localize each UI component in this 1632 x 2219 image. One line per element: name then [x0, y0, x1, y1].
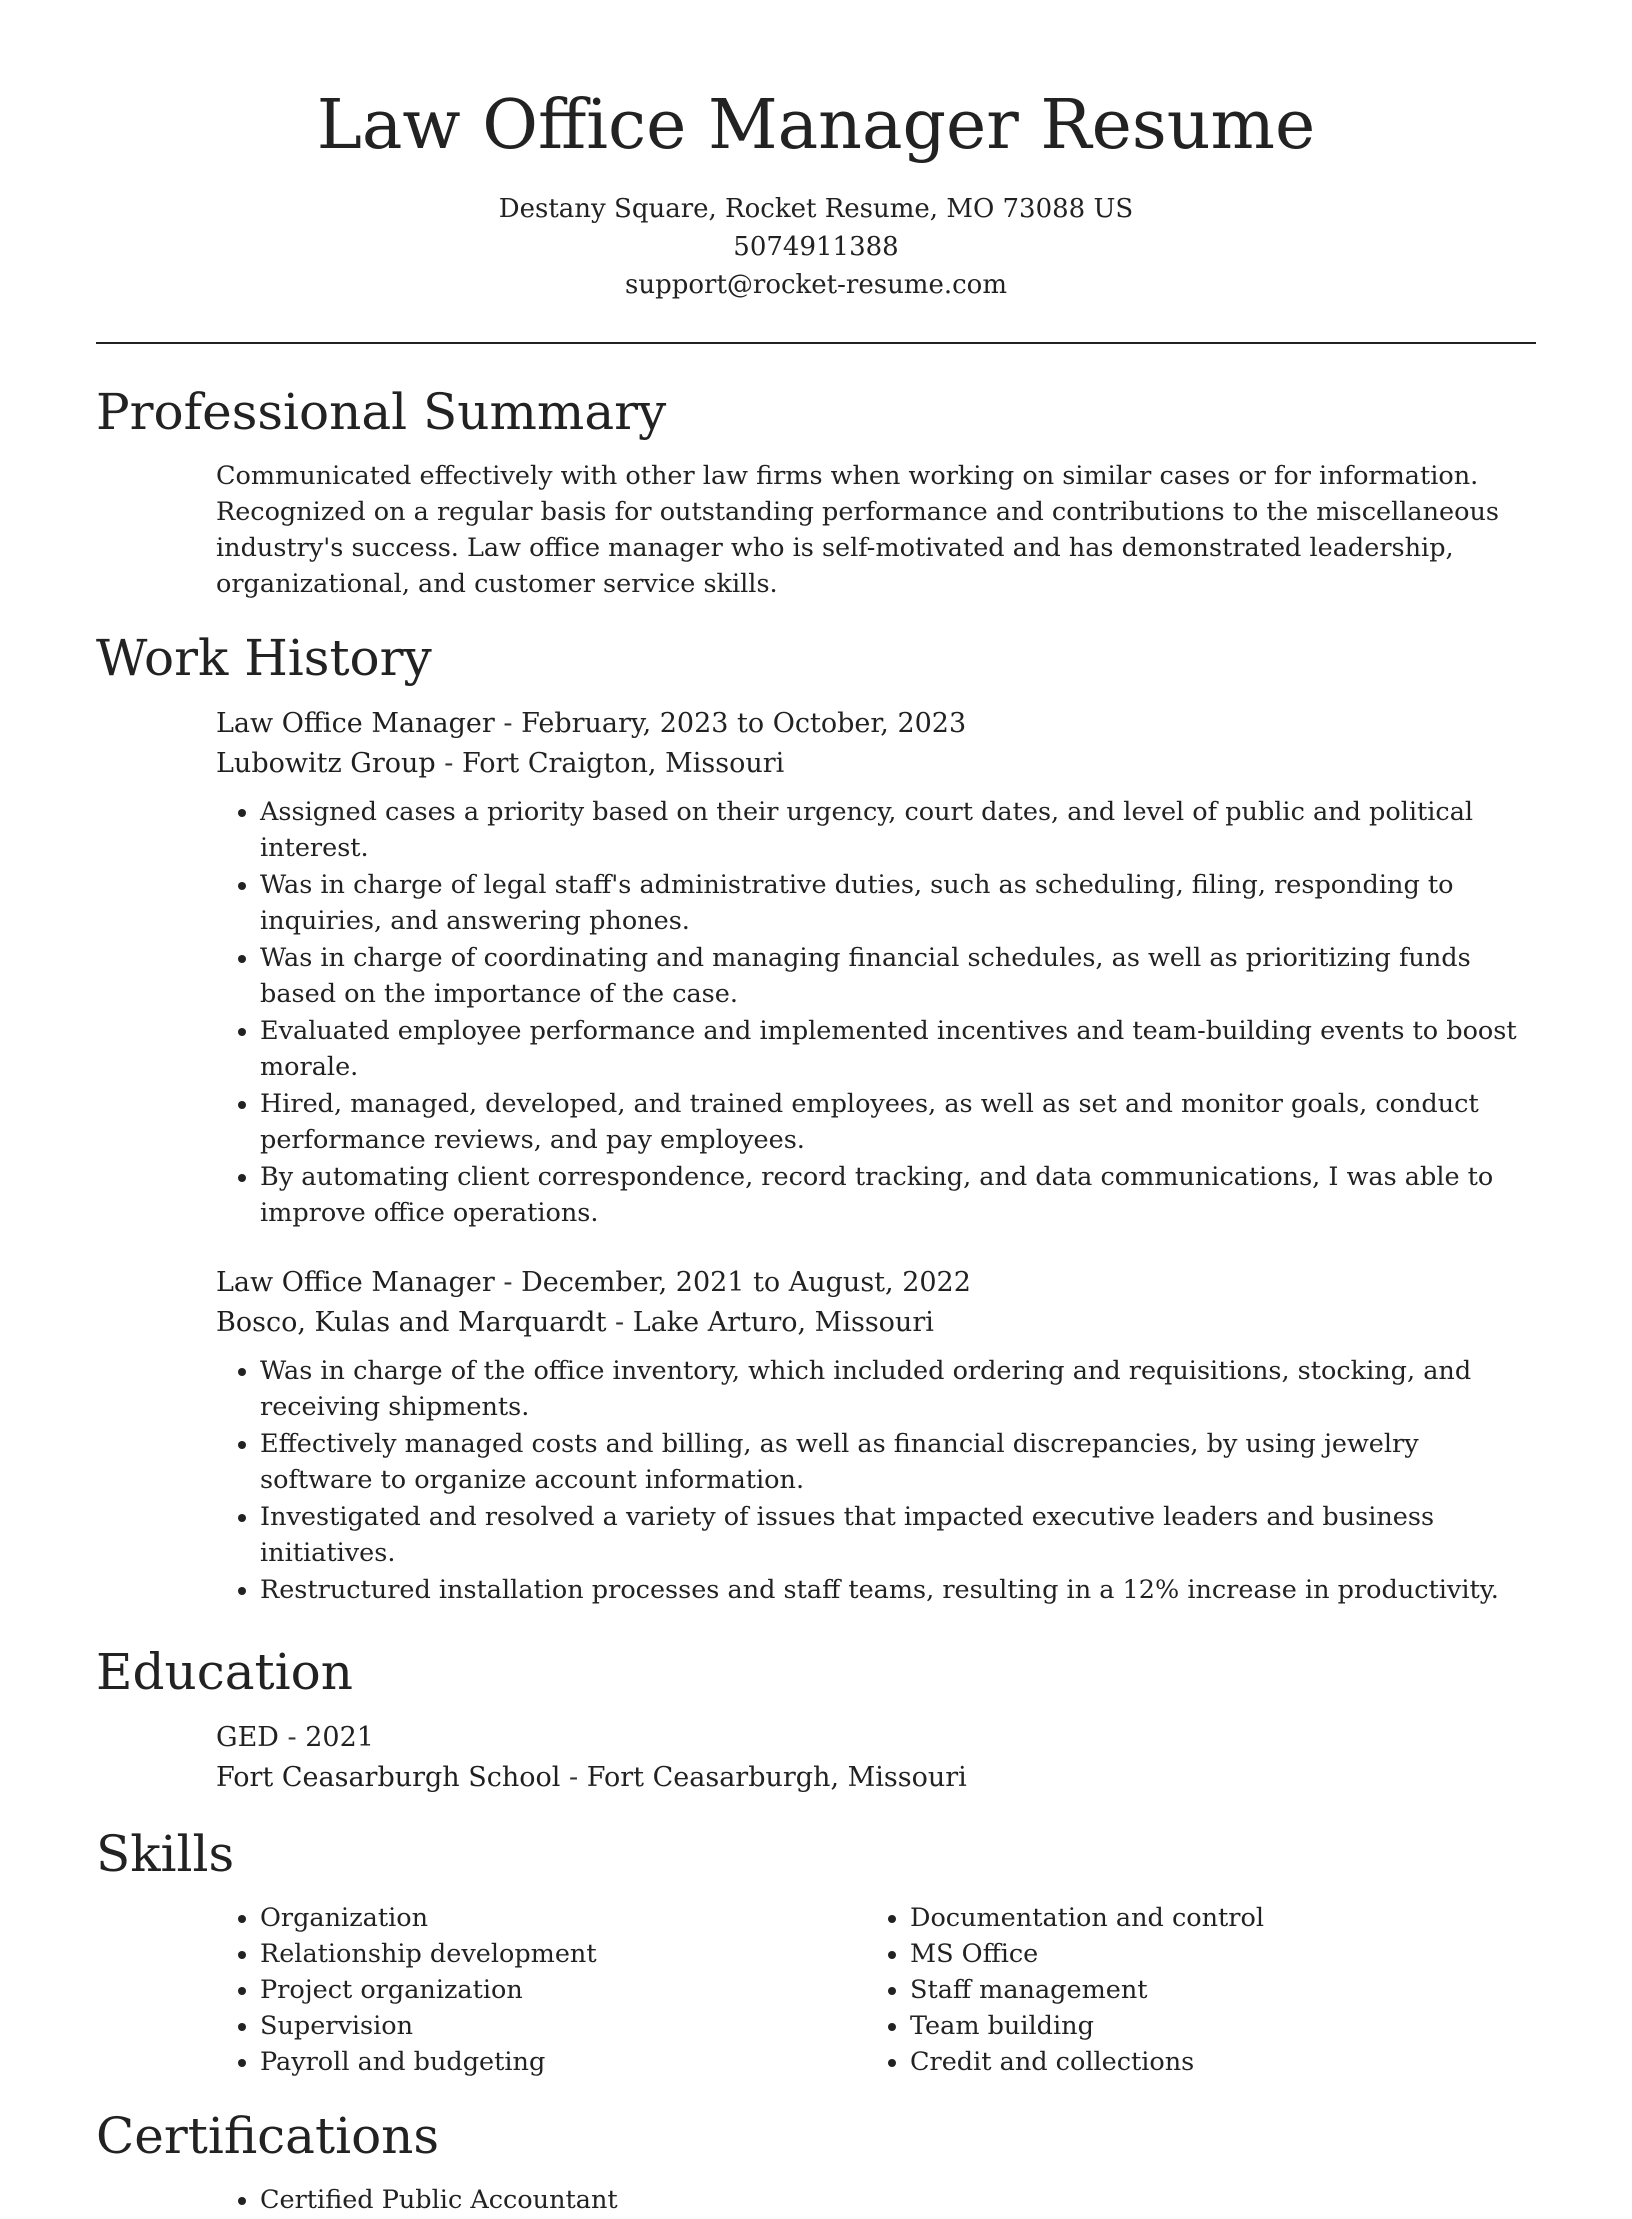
- job-title: Law Office Manager: [216, 708, 495, 739]
- job-company: Lubowitz Group: [216, 748, 436, 779]
- job-duty-item: • Assigned cases a priority based on their urgency, court dates, and level of public and political interest.: [260, 794, 1536, 866]
- skill-item: • Project organization: [260, 1972, 866, 2008]
- certifications-heading: Certifications: [96, 2107, 440, 2165]
- job-duty-item: • Evaluated employee performance and implemented incentives and team-building events to boost morale.: [260, 1013, 1536, 1085]
- certification-item: • Certified Public Accountant: [260, 2182, 1536, 2218]
- contact-block: [0, 190, 1632, 304]
- job-duty-item: • Was in charge of the office inventory, which included ordering and requisitions, stocking, and receiving shipments.: [260, 1353, 1536, 1425]
- job-dates: December, 2021 to August, 2022: [521, 1267, 971, 1298]
- job-dates: February, 2023 to October, 2023: [521, 708, 967, 739]
- work-history-heading: Work History: [96, 629, 432, 687]
- job-duty-item: • Effectively managed costs and billing, as well as financial discrepancies, by using jewelry software to organize account information.: [260, 1426, 1536, 1498]
- skills-list-right: [866, 1900, 1516, 2080]
- job-duty-item: • Investigated and resolved a variety of issues that impacted executive leaders and business initiatives.: [260, 1499, 1536, 1571]
- education-degree-line: [216, 1718, 1536, 1758]
- certifications-list: [216, 2182, 1536, 2218]
- education-location: Fort Ceasarburgh, Missouri: [586, 1762, 967, 1793]
- job-duty-item: • By automating client correspondence, record tracking, and data communications, I was able to improve office operations.: [260, 1159, 1536, 1231]
- education-degree: GED: [216, 1722, 279, 1753]
- education-year: 2021: [305, 1722, 374, 1753]
- job-title: Law Office Manager: [216, 1267, 495, 1298]
- job-duty-item: • Was in charge of legal staff's administrative duties, such as scheduling, filing, responding to inquiries, and answering phones.: [260, 867, 1536, 939]
- resume-content: [96, 380, 1536, 2219]
- job-title-line: [216, 1263, 1536, 1303]
- skill-item: • Supervision: [260, 2008, 866, 2044]
- job-duty-item: • Was in charge of coordinating and managing financial schedules, as well as prioritizing funds based on the importance of the case.: [260, 940, 1536, 1012]
- degree-separator: -: [287, 1722, 297, 1753]
- job-company: Bosco, Kulas and Marquardt: [216, 1307, 607, 1338]
- education-heading: Education: [96, 1643, 353, 1701]
- resume-header: [0, 0, 1632, 304]
- job-separator: -: [503, 1267, 513, 1298]
- skill-item: • MS Office: [910, 1936, 1516, 1972]
- skill-item: • Documentation and control: [910, 1900, 1516, 1936]
- skills-grid: [216, 1900, 1536, 2080]
- contact-address: Destany Square, Rocket Resume, MO 73088 US: [498, 194, 1134, 224]
- job-company-line: [216, 1303, 1536, 1343]
- work-history-section: [96, 626, 1536, 1608]
- summary-heading: Professional Summary: [96, 383, 667, 441]
- skill-item: • Team building: [910, 2008, 1516, 2044]
- contact-email: support@rocket-resume.com: [624, 270, 1007, 300]
- company-separator: -: [615, 1307, 625, 1338]
- skills-list-left: [216, 1900, 866, 2080]
- job-title-line: [216, 704, 1536, 744]
- school-separator: -: [569, 1762, 579, 1793]
- skills-section: [96, 1822, 1536, 2080]
- job-duty-item: • Hired, managed, developed, and trained employees, as well as set and monitor goals, conduct performance reviews, and pay employees.: [260, 1086, 1536, 1158]
- header-divider: [96, 342, 1536, 344]
- job-duties-list: [216, 794, 1536, 1231]
- job-entry: [216, 704, 1536, 1231]
- resume-title: Law Office Manager Resume: [316, 86, 1316, 165]
- job-separator: -: [503, 708, 513, 739]
- summary-text: Communicated effectively with other law firms when working on similar cases or for information. Recognized on a regular basis for outstanding performance and contributions to the miscellaneous industry's success. Law office manager who is self-motivated and has demonstrated leadership, organizational, and customer service skills.: [216, 461, 1499, 599]
- job-entry: [216, 1263, 1536, 1608]
- education-school: Fort Ceasarburgh School: [216, 1762, 561, 1793]
- contact-phone: 5074911388: [733, 232, 899, 262]
- job-location: Fort Craigton, Missouri: [461, 748, 785, 779]
- skill-item: • Payroll and budgeting: [260, 2044, 866, 2080]
- skill-item: • Relationship development: [260, 1936, 866, 1972]
- skill-item: • Credit and collections: [910, 2044, 1516, 2080]
- skills-heading: Skills: [96, 1825, 235, 1883]
- job-location: Lake Arturo, Missouri: [632, 1307, 934, 1338]
- education-school-line: [216, 1758, 1536, 1798]
- skill-item: • Staff management: [910, 1972, 1516, 2008]
- job-duty-item: • Restructured installation processes and staff teams, resulting in a 12% increase in productivity.: [260, 1572, 1536, 1608]
- certifications-section: [96, 2104, 1536, 2218]
- job-duties-list: [216, 1353, 1536, 1608]
- company-separator: -: [444, 748, 454, 779]
- job-company-line: [216, 744, 1536, 784]
- skill-item: • Organization: [260, 1900, 866, 1936]
- summary-section: [96, 380, 1536, 602]
- education-section: [96, 1640, 1536, 1798]
